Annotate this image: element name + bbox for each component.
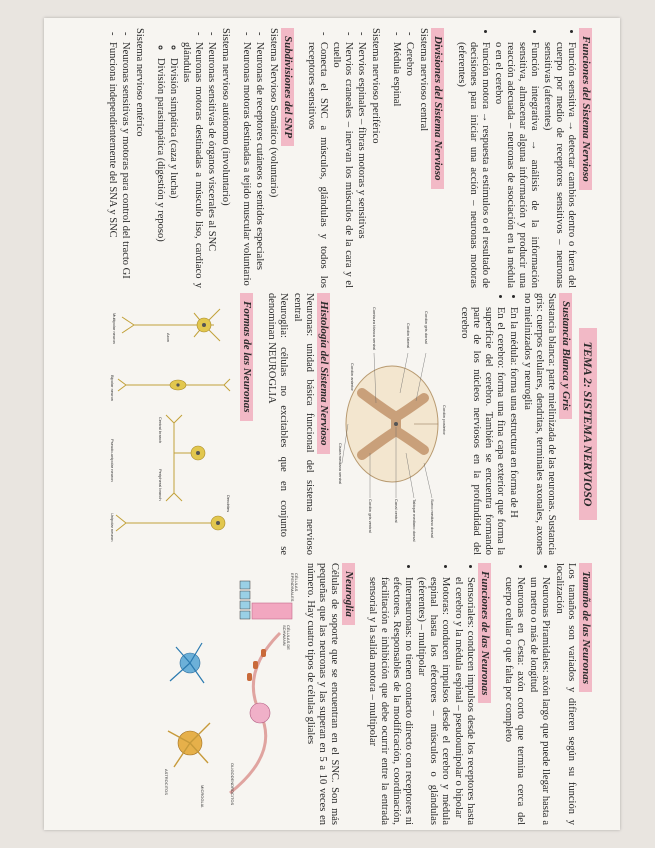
snp-heading: Sistema nervioso periférico: [370, 28, 381, 144]
glial-cells-diagram: [150, 563, 300, 825]
list-item: • Sensoriales: conducen impulsos desde los receptores hasta el cerebro y la médula espinal – pseudounipolar o bipolar: [452, 577, 476, 825]
snp-list: [305, 28, 367, 288]
funciones-list: [455, 28, 577, 288]
section-title-funciones-neuronas: Funciones de las Neuronas: [478, 563, 491, 703]
list-item: • En el cerebro: forma una fina capa exterior que forma la superficie del cerebro. También se encuentra formando parte de los núcleos nerviosos en la profundidad del cerebro: [458, 307, 506, 555]
rotated-content: [44, 18, 620, 830]
section-title-neuroglia: Neuroglia: [342, 563, 355, 625]
sna-list: [180, 28, 217, 288]
section-title-divisiones: Divisiones del Sistema Nervioso: [431, 28, 444, 189]
section-title-formas: Formas de las Neuronas: [240, 293, 253, 421]
sns-list: [240, 28, 265, 288]
list-item: - Neuronas de receptores cutáneos o sentidos especiales: [253, 42, 265, 288]
label-cordon-gris-ventral: Cordón gris ventral: [368, 499, 373, 533]
page-title: [580, 293, 594, 555]
list-item: ◦ División simpática (caza y lucha): [167, 58, 179, 288]
list-item: • Motoras: conducen impulsos desde el cerebro y médula espinal hasta los efectores – músculos o glándulas (eferentes) – multipolar: [415, 577, 451, 825]
label-cisura-mediana-ventral: Cisura mediana ventral: [338, 443, 343, 485]
sna-heading: Sistema nervioso autónomo (involuntario): [220, 28, 231, 206]
label-peripheral-branch: Peripheral branch: [158, 469, 163, 501]
snc-heading: Sistema nervioso central: [418, 28, 429, 132]
sustancia-list: [458, 293, 519, 555]
label-cordon-gris-dorsal: Cordón gris dorsal: [424, 311, 429, 344]
label-cordon-posterior: Cordón posterior: [442, 405, 447, 435]
list-item: - Neuronas sensitivas y motoras para control del tracto GI: [119, 42, 131, 288]
sne-heading: Sistema nervioso entérico: [134, 28, 145, 137]
label-multipolar: Multipolar neuron: [112, 313, 117, 344]
label-microglia: MICROGLIA: [200, 785, 205, 808]
tamano-paragraph: Los tamaños son variados y difieren según su función y localización: [554, 563, 577, 825]
label-dendrites: Dendrites: [226, 495, 231, 513]
list-item: - Nervios craneales – inervan los músculos de la cara y el cuello: [330, 42, 354, 288]
tamano-list: [502, 563, 551, 825]
section-title-histologia: Histología del Sistema Nervioso: [317, 293, 330, 454]
list-item: - Neuronas motoras destinadas a músculo liso, cardíaco y glándulas: [180, 42, 204, 288]
label-cordon-lateral: Cordón lateral: [406, 323, 411, 349]
section-title-tamano: Tamaño de las Neuronas: [579, 563, 592, 692]
label-pseudo-unipolar: Pseudo-unipolar neuron: [110, 439, 115, 482]
list-item: - Cerebro: [403, 42, 415, 288]
list-item: - Médula espinal: [390, 42, 402, 288]
sna-sublist: [154, 28, 179, 288]
histologia-paragraph-2: Neuroglia: células no excitables que en conjunto se denominan NEUROGLIA: [266, 293, 289, 555]
notes-page: [44, 18, 620, 830]
page-title-text: TEMA 2: SISTEMA NERVIOSO: [579, 328, 597, 521]
sne-list: [106, 28, 131, 288]
list-item: • Neuronas en Cesta: axón corto que termina cerca del cuerpo celular o que falta por completo: [502, 577, 526, 825]
label-astrocitos: ASTROCITOS: [164, 769, 169, 795]
label-bipolar: Bipolar neuron: [110, 375, 115, 402]
section-title-funciones: Funciones del Sistema Nervioso: [579, 28, 592, 190]
list-item: • Función sensitiva → detectar cambios dentro o fuera del cuerpo por medio de receptores sensitivos – neuronas sensitivas (aferentes): [541, 42, 577, 288]
section-title-subdivisiones: Subdivisiones del SNP: [281, 28, 294, 146]
spinal-cord-diagram: [336, 293, 454, 555]
label-ependimales: CÉLULAS EPENDIMALES: [290, 573, 299, 602]
histologia-paragraph-1: Neuronas: unidad básica funcional del sistema nervioso central: [292, 293, 315, 555]
list-item: • Función integrativa → análisis de la información sensitiva, almacenar alguna información y producir una reacción adecuada – neuronas de asociación en la médula o en el cerebro: [492, 42, 540, 288]
list-item: • Interneuronas: no tienen contacto directo con receptores ni efectores. Responsables de la modificación, coordinación, facilitación e inhibición que debe ocurrir entre la entrada sensorial y la salida motora – multipolar: [366, 577, 414, 825]
label-comisura-blanca-ventral: Comisura blanca ventral: [372, 307, 377, 351]
label-cordon-anterior: Cordón anterior: [350, 363, 355, 391]
list-item: - Neuronas sensitivas de órganos viscerales al SNC: [205, 42, 217, 288]
list-item: - Neuronas motoras destinadas a tejido muscular voluntario: [240, 42, 252, 288]
section-title-sustancia: Sustancia Blanca y Gris: [559, 293, 572, 419]
list-item: - Nervios espinales – fibras motoras y sensitivas: [355, 42, 367, 288]
list-item: - Conecta el SNC a músculos, glándulas y todos los receptores sensitivos: [305, 42, 329, 288]
list-item: ◦ División parasimpática (digestión y reposo): [154, 58, 166, 288]
label-unipolar: Unipolar neuron: [110, 513, 115, 542]
list-item: - Funciona independientemente del SNA y SNC: [106, 42, 118, 288]
central-canal-shape: [394, 422, 398, 426]
label-canal-central: Canal central: [394, 499, 399, 523]
list-item: • En la médula: forma una estructura en forma de H: [507, 307, 519, 555]
list-item: • Neuronas Piramidales: axón largo que puede llegar hasta a un metro o más de longitud: [527, 577, 551, 825]
label-oligodendrocitos: OLIGODENDROCITOS: [230, 763, 235, 806]
glial-cells-svg: [150, 563, 300, 825]
column-3: [44, 563, 620, 825]
snc-list: [390, 28, 415, 288]
list-item: • Función motora → respuesta a estímulos o el resultado de decisiones para iniciar una acción – neuronas motoras (eferentes): [455, 42, 491, 288]
label-tabique-mediano-dorsal: Tabique mediano dorsal: [412, 499, 417, 542]
neuroglia-paragraph: Células de soporte que se encuentran en el SNC. Son más pequeñas que las neuronas y las superan en 5 a 10 veces en número. Hay cuatro tipos de células gliales: [305, 563, 340, 825]
label-surco-mediano-dorsal: Surco mediano dorsal: [430, 499, 435, 538]
funciones-neuronas-list: [366, 563, 476, 825]
column-2: [44, 293, 620, 555]
label-schwann: CÉLULAS DE SCHWANN: [282, 625, 291, 650]
sustancia-paragraph: Sustancia blanca: parte mielinizada de las neuronas. Sustancia gris: cuerpos celulares, dendritas, terminales axonales, axones no mielinizados y neuroglia: [522, 293, 557, 555]
label-central-branch: Central branch: [158, 417, 163, 444]
neuron-shapes-diagram: [104, 293, 234, 555]
column-1: [44, 28, 620, 288]
sns-heading: Sistema Nervioso Somático (voluntario): [268, 28, 279, 198]
label-axon: Axon: [166, 333, 171, 343]
